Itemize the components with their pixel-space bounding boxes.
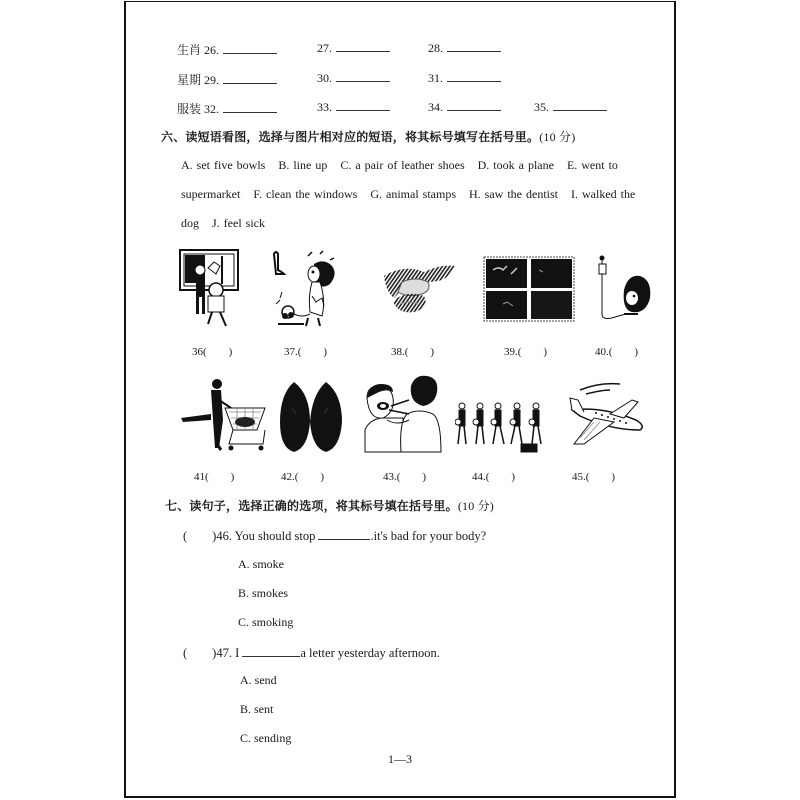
- item-number: 27.: [317, 41, 332, 55]
- category-label: 服装: [177, 102, 202, 116]
- woman-walking-dog-picture: [268, 248, 340, 330]
- option-d: D. took a plane: [477, 158, 554, 172]
- leather-shoes-picture: [278, 378, 344, 454]
- option-g: G. animal stamps: [370, 187, 456, 201]
- item-number: 34.: [428, 100, 443, 114]
- answer-blank[interactable]: [553, 109, 607, 111]
- fill-item-35: [534, 100, 607, 115]
- section7-heading: [165, 497, 494, 514]
- fill-item-26: [177, 41, 277, 58]
- question-47: [183, 643, 440, 661]
- answer-bracket-40[interactable]: 40.( ): [595, 346, 639, 358]
- fill-row-clothing: [177, 100, 657, 116]
- answer-bracket-44[interactable]: 44.( ): [472, 471, 516, 483]
- item-number: 33.: [317, 100, 332, 114]
- item-number: 32.: [204, 102, 220, 116]
- question-number: 46.: [216, 529, 232, 543]
- fill-item-28: [428, 41, 501, 56]
- page-number: 1—3: [388, 752, 412, 766]
- answer-blank: [242, 655, 300, 657]
- answer-bracket-36[interactable]: 36( ): [192, 346, 233, 358]
- animal-stamps-picture: [483, 256, 575, 322]
- option-i: I. walked the dog: [181, 187, 636, 230]
- section6-points: (10 分): [539, 130, 576, 144]
- section6-options: [181, 151, 661, 238]
- answer-bracket-47[interactable]: ( ): [183, 646, 217, 660]
- fill-row-weekday: [177, 71, 657, 87]
- answer-blank[interactable]: [223, 52, 277, 54]
- answer-blank[interactable]: [336, 80, 390, 82]
- choice-47-a: A. send: [240, 673, 277, 687]
- dentist-picture: [361, 374, 443, 454]
- answer-blank[interactable]: [447, 109, 501, 111]
- fill-item-34: [428, 100, 501, 115]
- section6-title: 六、读短语看图，选择与图片相对应的短语，将其标号填写在括号里。: [161, 130, 540, 144]
- people-lining-up-picture: [455, 400, 547, 454]
- answer-blank[interactable]: [336, 109, 390, 111]
- category-label: 星期: [177, 73, 202, 87]
- item-number: 29.: [204, 73, 220, 87]
- item-number: 30.: [317, 71, 332, 85]
- answer-bracket-46[interactable]: ( ): [183, 529, 217, 543]
- sick-child-iv-drip-picture: [596, 252, 652, 328]
- choice-46-b: B. smokes: [238, 586, 289, 600]
- answer-blank[interactable]: [447, 80, 501, 82]
- option-a: A. set five bowls: [181, 158, 266, 172]
- section6-heading: [161, 128, 575, 145]
- item-number: 28.: [428, 41, 443, 55]
- question-text-before: You should stop: [234, 529, 316, 543]
- stacked-bowls-picture: [380, 260, 458, 320]
- choice-47-b: B. sent: [240, 702, 274, 716]
- answer-bracket-41[interactable]: 41( ): [194, 471, 235, 483]
- fill-item-32: [177, 100, 277, 117]
- girl-shopping-cart-picture: [181, 374, 267, 456]
- answer-bracket-45[interactable]: 45.( ): [572, 471, 616, 483]
- answer-blank[interactable]: [447, 50, 501, 52]
- answer-blank: [318, 538, 370, 540]
- item-number: 31.: [428, 71, 443, 85]
- fill-item-31: [428, 71, 501, 86]
- answer-blank[interactable]: [223, 111, 277, 113]
- choice-47-c: C. sending: [240, 731, 292, 745]
- section7-title: 七、读句子，选择正确的选项，将其标号填在括号里。: [165, 499, 458, 513]
- answer-bracket-38[interactable]: 38.( ): [391, 346, 435, 358]
- answer-bracket-37[interactable]: 37.( ): [284, 346, 328, 358]
- option-b: B. line up: [278, 158, 328, 172]
- fill-row-zodiac: [177, 41, 657, 57]
- answer-bracket-43[interactable]: 43.( ): [383, 471, 427, 483]
- question-text-before: I: [235, 646, 240, 660]
- answer-bracket-39[interactable]: 39.( ): [504, 346, 548, 358]
- fill-item-30: [317, 71, 390, 86]
- option-h: H. saw the dentist: [469, 187, 558, 201]
- option-e: E. went to supermarket: [181, 158, 618, 201]
- fill-item-33: [317, 100, 390, 115]
- choice-46-a: A. smoke: [238, 557, 284, 571]
- question-text-after: .it's bad for your body?: [370, 529, 487, 543]
- question-text-after: a letter yesterday afternoon.: [300, 646, 440, 660]
- question-number: 47.: [216, 646, 232, 660]
- category-label: 生肖: [177, 43, 202, 57]
- children-cleaning-window-picture: [178, 248, 240, 330]
- airplane-picture: [566, 380, 648, 450]
- fill-item-29: [177, 71, 277, 88]
- option-f: F. clean the windows: [253, 187, 358, 201]
- question-46: [183, 526, 486, 544]
- item-number: 35.: [534, 100, 549, 114]
- choice-46-c: C. smoking: [238, 615, 294, 629]
- option-j: J. feel sick: [212, 216, 265, 230]
- fill-item-27: [317, 41, 390, 56]
- item-number: 26.: [204, 43, 220, 57]
- section7-points: (10 分): [457, 499, 495, 513]
- answer-blank[interactable]: [336, 50, 390, 52]
- option-c: C. a pair of leather shoes: [340, 158, 465, 172]
- answer-blank[interactable]: [223, 82, 277, 84]
- answer-bracket-42[interactable]: 42.( ): [281, 471, 325, 483]
